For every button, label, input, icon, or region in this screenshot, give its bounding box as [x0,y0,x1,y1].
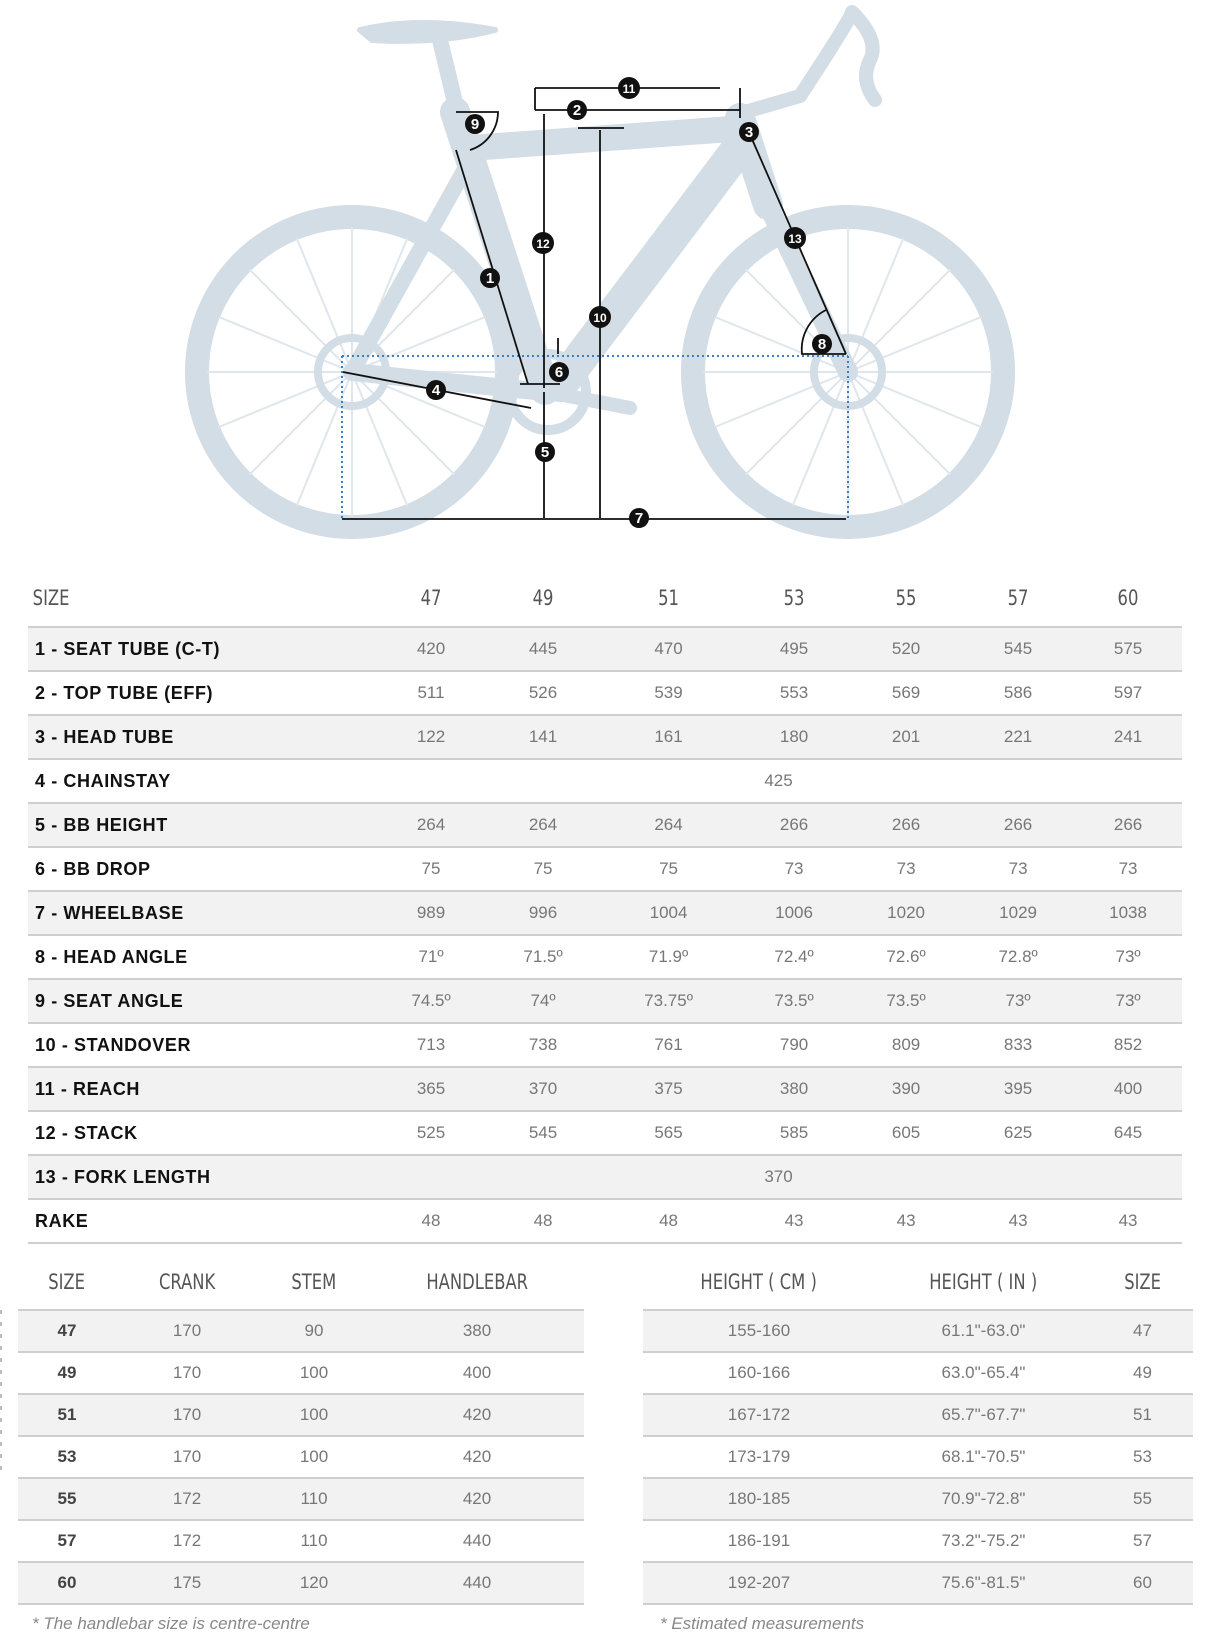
geometry-cell: 73.5º [850,979,962,1023]
geometry-cell: 625 [962,1111,1074,1155]
size-col-header: 57 [1007,586,1029,610]
components-row [18,1436,584,1478]
components-header-row [18,1255,584,1310]
geometry-cell: 370 [487,1067,599,1111]
geometry-cell: 553 [738,671,850,715]
geometry-row [28,1067,1182,1111]
geometry-cell: 790 [738,1023,850,1067]
geometry-cell: 996 [487,891,599,935]
geometry-cell: 74.5º [375,979,487,1023]
geometry-cell: 645 [1074,1111,1182,1155]
svg-text:7: 7 [634,510,644,527]
fit-cell: 51 [1092,1394,1193,1436]
geometry-row [28,847,1182,891]
geometry-cell: 597 [1074,671,1182,715]
components-table [18,1255,584,1605]
geometry-cell: 713 [375,1023,487,1067]
fit-row [643,1310,1193,1352]
geometry-row [28,803,1182,847]
geometry-cell: 266 [850,803,962,847]
size-col-header: 51 [658,586,679,610]
handlebar [800,12,875,100]
components-cell: 100 [258,1394,370,1436]
geometry-row-label: 6 - BB DROP [28,847,375,891]
fit-header-height-in: HEIGHT ( IN ) [929,1270,1038,1294]
callout-9 [465,114,485,134]
geometry-cell: 852 [1074,1023,1182,1067]
geometry-cell: 585 [738,1111,850,1155]
geometry-cell: 420 [375,627,487,671]
geometry-cell: 48 [487,1199,599,1243]
geometry-cell: 73.75º [599,979,738,1023]
fit-cell: 49 [1092,1352,1193,1394]
handlebar-note: * The handlebar size is centre-centre [32,1614,310,1633]
components-row [18,1394,584,1436]
geometry-cell: 1004 [599,891,738,935]
geometry-row-label: 12 - STACK [28,1111,375,1155]
components-row [18,1310,584,1352]
size-col-header: 49 [532,586,554,610]
geometry-cell: 73º [962,979,1074,1023]
geometry-cell: 569 [850,671,962,715]
fit-header-height-cm: HEIGHT ( CM ) [700,1270,818,1294]
fit-cell: 73.2"-75.2" [875,1520,1092,1562]
callout-10 [589,306,611,328]
components-cell: 440 [370,1562,584,1604]
fit-cell: 63.0"-65.4" [875,1352,1092,1394]
callout-8 [812,334,832,354]
geometry-cell: 365 [375,1067,487,1111]
geometry-cell: 73 [962,847,1074,891]
size-col-header: 55 [895,586,917,610]
components-cell: 110 [258,1520,370,1562]
geometry-row [28,759,1182,803]
size-header: SIZE [32,586,70,610]
geometry-row [28,891,1182,935]
geometry-cell: 575 [1074,627,1182,671]
geometry-row [28,671,1182,715]
geometry-cell: 495 [738,627,850,671]
geometry-cell: 71.9º [599,935,738,979]
svg-text:13: 13 [788,232,802,246]
fit-cell: 53 [1092,1436,1193,1478]
geometry-cell: 390 [850,1067,962,1111]
components-cell: 170 [116,1352,258,1394]
callout-12 [532,232,554,254]
geometry-cell: 266 [738,803,850,847]
svg-text:3: 3 [744,124,754,141]
components-cell: 60 [18,1562,116,1604]
fit-row [643,1562,1193,1604]
geometry-cell: 545 [962,627,1074,671]
fit-cell: 65.7"-67.7" [875,1394,1092,1436]
geometry-table [28,570,1182,1244]
geometry-cell: 520 [850,627,962,671]
svg-text:12: 12 [536,237,550,251]
callout-7 [629,508,649,528]
geometry-cell: 539 [599,671,738,715]
geometry-row-label: 3 - HEAD TUBE [28,715,375,759]
components-cell: 57 [18,1520,116,1562]
components-cell: 172 [116,1520,258,1562]
edge-marker [0,1310,2,1470]
geometry-header-row [28,570,1182,627]
components-cell: 175 [116,1562,258,1604]
svg-text:11: 11 [622,82,636,96]
components-cell: 100 [258,1436,370,1478]
geometry-cell: 445 [487,627,599,671]
components-cell: 172 [116,1478,258,1520]
components-cell: 170 [116,1436,258,1478]
geometry-cell: 221 [962,715,1074,759]
svg-text:10: 10 [593,311,607,325]
geometry-cell: 72.4º [738,935,850,979]
fit-cell: 192-207 [643,1562,875,1604]
fit-cell: 68.1"-70.5" [875,1436,1092,1478]
components-cell: 120 [258,1562,370,1604]
geometry-cell: 73 [1074,847,1182,891]
geometry-cell: 370 [375,1155,1182,1199]
geometry-cell: 400 [1074,1067,1182,1111]
svg-text:1: 1 [485,270,495,287]
geometry-cell: 833 [962,1023,1074,1067]
geometry-cell: 375 [599,1067,738,1111]
geometry-cell: 395 [962,1067,1074,1111]
fit-cell: 47 [1092,1310,1193,1352]
fit-cell: 173-179 [643,1436,875,1478]
components-cell: 100 [258,1352,370,1394]
callout-3 [739,122,759,142]
geometry-cell: 43 [962,1199,1074,1243]
components-cell: 170 [116,1310,258,1352]
size-col-header: 53 [783,586,805,610]
fit-cell: 55 [1092,1478,1193,1520]
geometry-cell: 266 [962,803,1074,847]
size-col-header: 60 [1117,586,1139,610]
geometry-cell: 264 [487,803,599,847]
geometry-row-label: 1 - SEAT TUBE (C-T) [28,627,375,671]
geometry-cell: 72.6º [850,935,962,979]
callout-1 [480,268,500,288]
measurement-lines [342,88,846,519]
fit-row [643,1352,1193,1394]
components-row [18,1352,584,1394]
fit-cell: 57 [1092,1520,1193,1562]
geometry-cell: 75 [487,847,599,891]
fit-cell: 70.9"-72.8" [875,1478,1092,1520]
callout-4 [426,380,446,400]
components-cell: 400 [370,1352,584,1394]
fit-table [643,1255,1193,1605]
geometry-row-label: 11 - REACH [28,1067,375,1111]
geometry-cell: 73 [738,847,850,891]
components-cell: 51 [18,1394,116,1436]
geometry-cell: 380 [738,1067,850,1111]
components-cell: 440 [370,1520,584,1562]
geometry-cell: 161 [599,715,738,759]
geometry-cell: 1006 [738,891,850,935]
geometry-cell: 605 [850,1111,962,1155]
geometry-cell: 989 [375,891,487,935]
components-cell: 380 [370,1310,584,1352]
fit-cell: 75.6"-81.5" [875,1562,1092,1604]
components-cell: 90 [258,1310,370,1352]
components-row [18,1520,584,1562]
callout-6 [549,362,569,382]
comp-header-crank: CRANK [158,1270,216,1294]
fit-header-size: SIZE [1124,1270,1161,1294]
geometry-row-label: 10 - STANDOVER [28,1023,375,1067]
components-cell: 47 [18,1310,116,1352]
geometry-cell: 141 [487,715,599,759]
estimate-note: * Estimated measurements [660,1614,865,1633]
components-cell: 170 [116,1394,258,1436]
fit-cell: 60 [1092,1562,1193,1604]
geometry-cell: 180 [738,715,850,759]
geometry-row [28,715,1182,759]
geometry-cell: 470 [599,627,738,671]
fit-cell: 186-191 [643,1520,875,1562]
geometry-row-label: 2 - TOP TUBE (EFF) [28,671,375,715]
components-cell: 110 [258,1478,370,1520]
fit-cell: 160-166 [643,1352,875,1394]
geometry-row-label: 8 - HEAD ANGLE [28,935,375,979]
geometry-cell: 565 [599,1111,738,1155]
geometry-cell: 74º [487,979,599,1023]
geometry-cell: 526 [487,671,599,715]
geometry-cell: 525 [375,1111,487,1155]
geometry-cell: 545 [487,1111,599,1155]
geometry-cell: 241 [1074,715,1182,759]
saddle [360,23,495,41]
geometry-row-label: 13 - FORK LENGTH [28,1155,375,1199]
down-tube [560,140,745,385]
fit-row [643,1394,1193,1436]
size-col-header: 47 [420,586,442,610]
geometry-cell: 425 [375,759,1182,803]
geometry-row-label: 5 - BB HEIGHT [28,803,375,847]
geometry-cell: 738 [487,1023,599,1067]
svg-text:2: 2 [572,102,582,119]
geometry-cell: 72.8º [962,935,1074,979]
callout-2 [567,100,587,120]
fit-cell: 180-185 [643,1478,875,1520]
stem [745,96,800,112]
svg-text:9: 9 [470,116,480,133]
fit-cell: 155-160 [643,1310,875,1352]
geometry-cell: 264 [375,803,487,847]
geometry-cell: 511 [375,671,487,715]
geometry-cell: 73º [1074,979,1182,1023]
geometry-cell: 48 [599,1199,738,1243]
fit-row [643,1436,1193,1478]
components-cell: 420 [370,1478,584,1520]
geometry-row [28,1023,1182,1067]
geometry-cell: 1020 [850,891,962,935]
geometry-cell: 43 [738,1199,850,1243]
geometry-cell: 1038 [1074,891,1182,935]
geometry-row-label: 4 - CHAINSTAY [28,759,375,803]
geometry-cell: 43 [850,1199,962,1243]
geometry-cell: 266 [1074,803,1182,847]
fit-cell: 167-172 [643,1394,875,1436]
geometry-row-label: 9 - SEAT ANGLE [28,979,375,1023]
callout-11 [618,77,640,99]
geometry-row [28,979,1182,1023]
geometry-cell: 809 [850,1023,962,1067]
geometry-row-label: RAKE [28,1199,375,1243]
components-cell: 420 [370,1394,584,1436]
comp-header-handlebar: HANDLEBAR [426,1270,528,1294]
geometry-cell: 71.5º [487,935,599,979]
components-cell: 55 [18,1478,116,1520]
top-tube [470,128,745,148]
geometry-cell: 73.5º [738,979,850,1023]
callout-5 [535,442,555,462]
svg-text:6: 6 [554,364,564,381]
svg-text:5: 5 [540,444,550,461]
comp-header-size: SIZE [48,1270,86,1294]
components-row [18,1562,584,1604]
fit-header-row [643,1255,1193,1310]
geometry-cell: 73º [1074,935,1182,979]
callout-13 [784,227,806,249]
fit-cell: 61.1"-63.0" [875,1310,1092,1352]
geometry-cell: 264 [599,803,738,847]
geometry-cell: 122 [375,715,487,759]
svg-text:8: 8 [817,336,827,353]
geometry-row [28,1111,1182,1155]
geometry-cell: 586 [962,671,1074,715]
geometry-cell: 48 [375,1199,487,1243]
components-cell: 49 [18,1352,116,1394]
geometry-row-label: 7 - WHEELBASE [28,891,375,935]
geometry-row [28,1155,1182,1199]
svg-text:4: 4 [431,382,441,399]
geometry-cell: 75 [375,847,487,891]
comp-header-stem: STEM [291,1270,337,1294]
geometry-row [28,627,1182,671]
geometry-cell: 43 [1074,1199,1182,1243]
geometry-cell: 1029 [962,891,1074,935]
geometry-row [28,1199,1182,1243]
geometry-cell: 71º [375,935,487,979]
crank-arm [548,392,630,408]
fit-row [643,1478,1193,1520]
geometry-cell: 761 [599,1023,738,1067]
components-row [18,1478,584,1520]
geometry-cell: 75 [599,847,738,891]
fit-row [643,1520,1193,1562]
components-cell: 420 [370,1436,584,1478]
components-cell: 53 [18,1436,116,1478]
bike-geometry-diagram [0,0,1212,560]
geometry-row [28,935,1182,979]
geometry-cell: 201 [850,715,962,759]
geometry-cell: 73 [850,847,962,891]
